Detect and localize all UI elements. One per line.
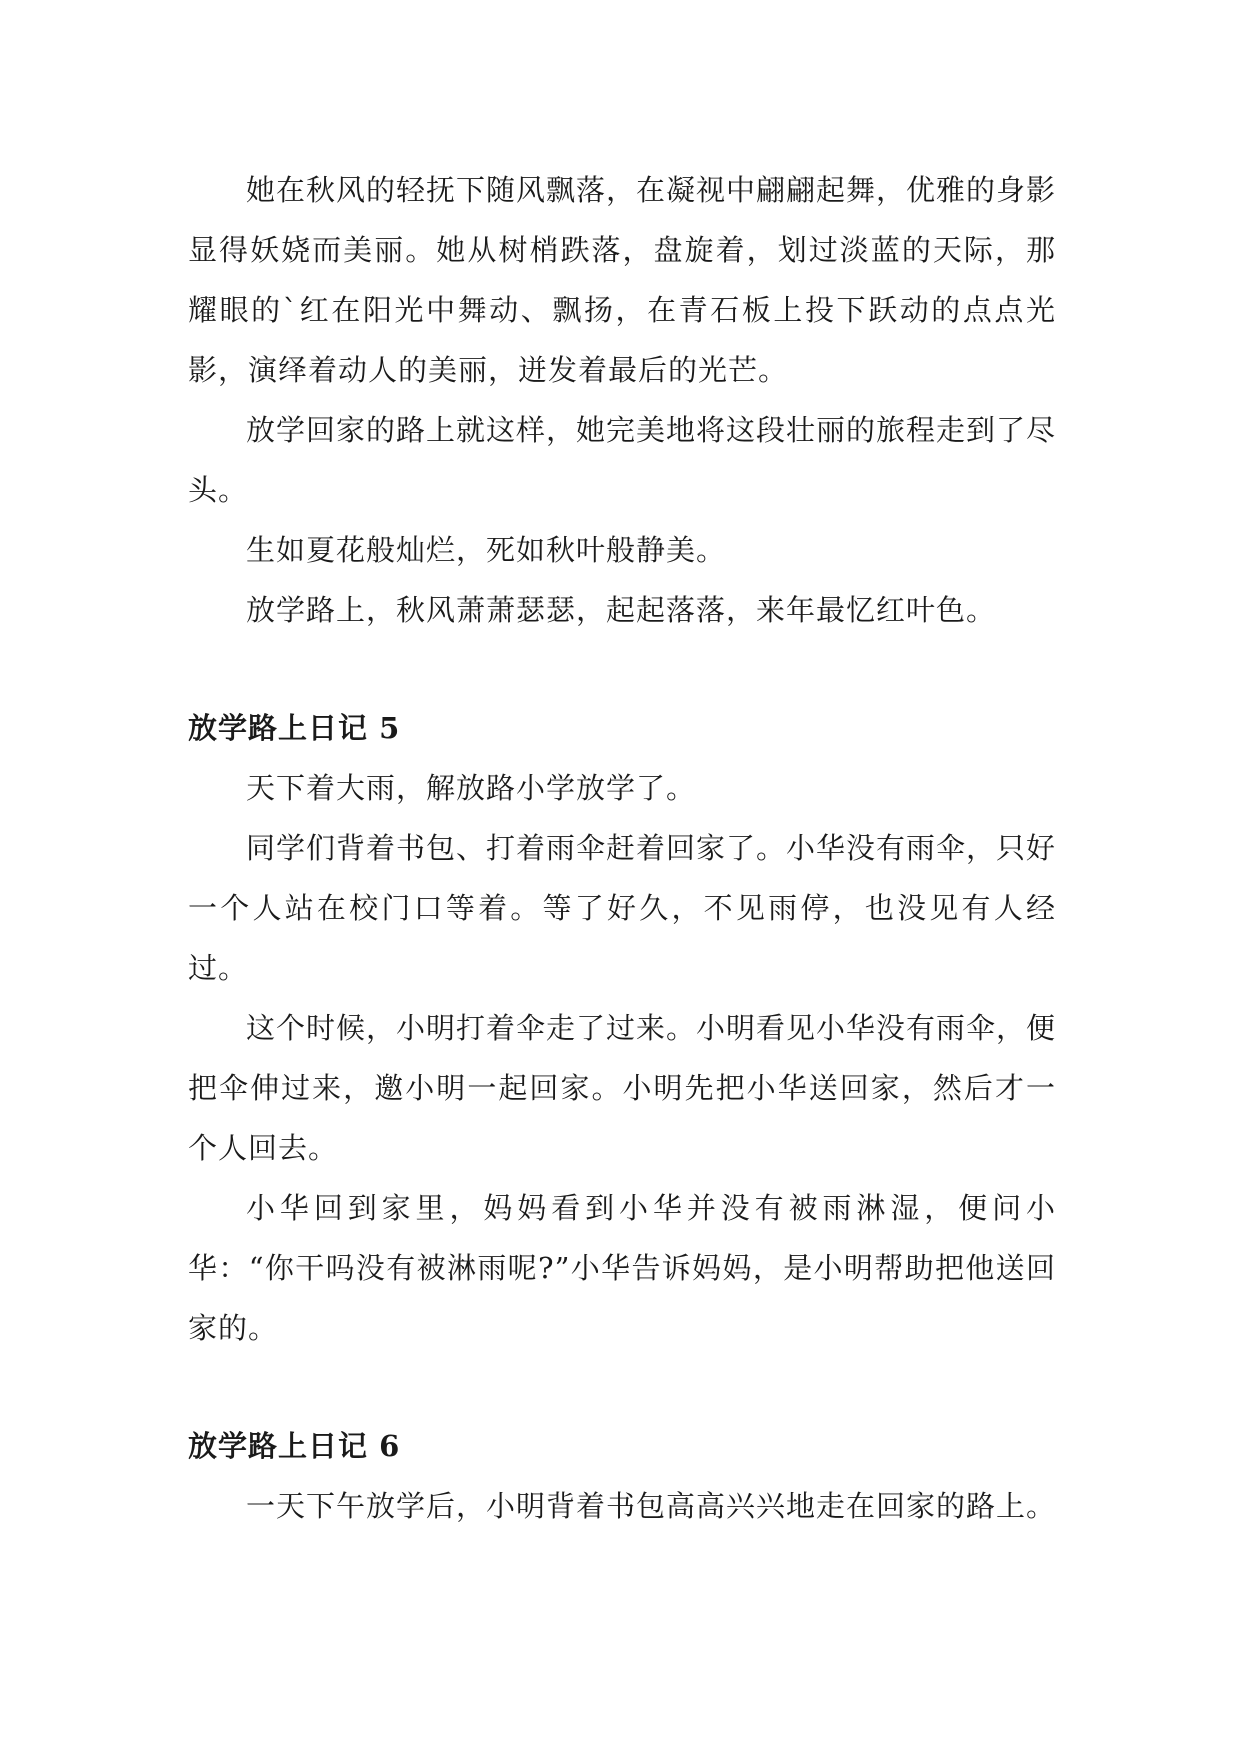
paragraph: 放学路上，秋风萧萧瑟瑟，起起落落，来年最忆红叶色。: [246, 593, 997, 627]
document-page: [188, 160, 1056, 1536]
paragraph: 同学们背着书包、打着雨伞赶着回家了。小华没有雨伞，只好一个人站在校门口等着。等了好久，不见雨停，也没见有人经过。: [188, 831, 1057, 985]
paragraph: 天下着大雨，解放路小学放学了。: [246, 771, 697, 805]
paragraph: 这个时候，小明打着伞走了过来。小明看见小华没有雨伞，便把伞伸过来，邀小明一起回家。小明先把小华送回家，然后才一个人回去。: [188, 1011, 1057, 1165]
section-gap: [188, 640, 1056, 698]
paragraph: 一天下午放学后，小明背着书包高高兴兴地走在回家的路上。: [246, 1489, 1057, 1523]
section-heading: 放学路上日记 5: [188, 711, 401, 745]
paragraph: 她在秋风的轻抚下随风飘落，在凝视中翩翩起舞，优雅的身影显得妖娆而美丽。她从树梢跌落，盘旋着，划过淡蓝的天际，那耀眼的`红在阳光中舞动、飘扬，在青石板上投下跃动的点点光影，演绎着动人的美丽，迸发着最后的光芒。: [188, 173, 1057, 387]
paragraph: 小华回到家里，妈妈看到小华并没有被雨淋湿，便问小华：“你干吗没有被淋雨呢?”小华告诉妈妈，是小明帮助把他送回家的。: [188, 1191, 1056, 1345]
section-autumn-leaf: [188, 160, 1056, 640]
section-gap: [188, 1358, 1056, 1416]
section-heading: 放学路上日记 6: [188, 1429, 401, 1463]
section-diary-6: [188, 1416, 1056, 1536]
paragraph: 放学回家的路上就这样，她完美地将这段壮丽的旅程走到了尽头。: [188, 413, 1057, 507]
paragraph: 生如夏花般灿烂，死如秋叶般静美。: [246, 533, 727, 567]
section-diary-5: [188, 698, 1056, 1358]
